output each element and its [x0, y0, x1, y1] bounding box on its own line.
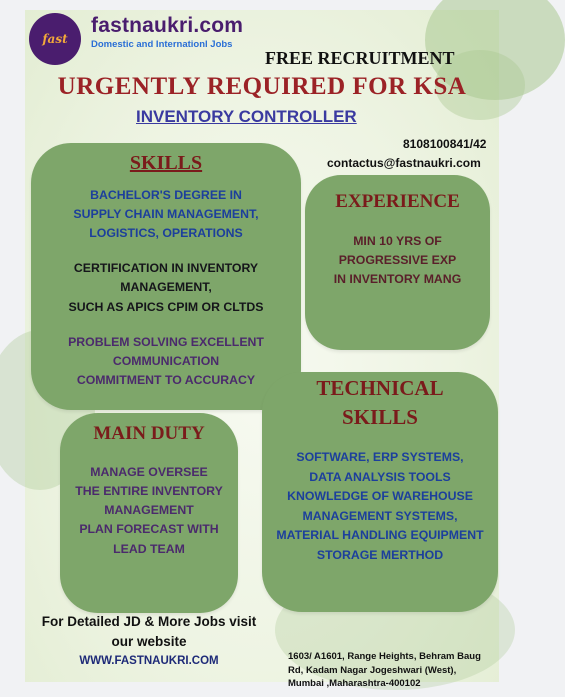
technical-line: KNOWLEDGE OF WAREHOUSE — [287, 489, 473, 503]
main-duty-line: PLAN FORECAST WITH — [79, 522, 219, 536]
address-line: 1603/ A1601, Range Heights, Behram Baug — [288, 651, 481, 662]
skills-line: PROBLEM SOLVING EXCELLENT — [68, 335, 264, 349]
brand-block — [91, 14, 243, 50]
footer-cta-line2: our website — [111, 634, 187, 649]
skills-line: SUPPLY CHAIN MANAGEMENT, — [73, 207, 259, 221]
job-poster — [25, 10, 499, 689]
experience-line: PROGRESSIVE EXP — [338, 253, 457, 267]
technical-skills-card — [262, 372, 498, 612]
technical-line: MATERIAL HANDLING EQUIPMENT — [276, 528, 484, 542]
main-duty-heading: MAIN DUTY — [93, 423, 205, 444]
main-duty-card — [60, 413, 238, 613]
footer-cta-line1: For Detailed JD & More Jobs visit — [41, 614, 257, 629]
technical-heading-line1: TECHNICAL — [316, 376, 444, 400]
experience-heading: EXPERIENCE — [335, 191, 460, 212]
footer-cta — [39, 612, 259, 652]
skills-line: LOGISTICS, OPERATIONS — [89, 226, 243, 240]
main-duty-line: MANAGE OVERSEE — [90, 465, 208, 479]
technical-line: DATA ANALYSIS TOOLS — [309, 470, 451, 484]
skills-card — [31, 143, 301, 410]
main-duty-line: THE ENTIRE INVENTORY — [75, 484, 223, 498]
contact-phone: 8108100841/42 — [403, 137, 487, 151]
brand-name: fastnaukri.com — [91, 14, 244, 37]
office-address — [288, 650, 496, 691]
website-link[interactable]: WWW.FASTNAUKRI.COM — [79, 655, 219, 667]
logo-text: fast — [42, 32, 68, 46]
skills-line: CERTIFICATION IN INVENTORY — [73, 261, 259, 275]
address-line: Rd, Kadam Nagar Jogeshwari (West), — [288, 664, 457, 676]
main-duty-line: LEAD TEAM — [113, 542, 185, 556]
skills-line: MANAGEMENT, — [120, 280, 212, 294]
skills-line: BACHELOR'S DEGREE IN — [90, 188, 242, 202]
experience-line: IN INVENTORY MANG — [333, 272, 462, 286]
contact-email: contactus@fastnaukri.com — [327, 156, 481, 170]
technical-heading-line2: SKILLS — [342, 405, 418, 429]
experience-card — [305, 175, 490, 350]
skills-line: COMMITMENT TO ACCURACY — [76, 373, 256, 387]
brand-tagline: Domestic and Internationl Jobs — [91, 39, 233, 50]
technical-line: STORAGE MERTHOD — [316, 548, 444, 562]
fastnaukri-logo — [29, 13, 81, 65]
skills-line: COMMUNICATION — [112, 354, 220, 368]
skills-line: SUCH AS APICS CPIM OR CLTDS — [68, 300, 264, 314]
technical-line: SOFTWARE, ERP SYSTEMS, — [296, 450, 464, 464]
job-role-title: INVENTORY CONTROLLER — [136, 107, 357, 126]
technical-line: MANAGEMENT SYSTEMS, — [302, 509, 458, 523]
skills-heading: SKILLS — [129, 152, 203, 174]
experience-line: MIN 10 YRS OF — [353, 234, 442, 248]
free-recruitment-label: FREE RECRUITMENT — [265, 48, 455, 68]
address-line: Mumbai ,Maharashtra-400102 — [288, 678, 421, 689]
urgent-headline: URGENTLY REQUIRED FOR KSA — [57, 73, 467, 100]
main-duty-line: MANAGEMENT — [104, 503, 194, 517]
